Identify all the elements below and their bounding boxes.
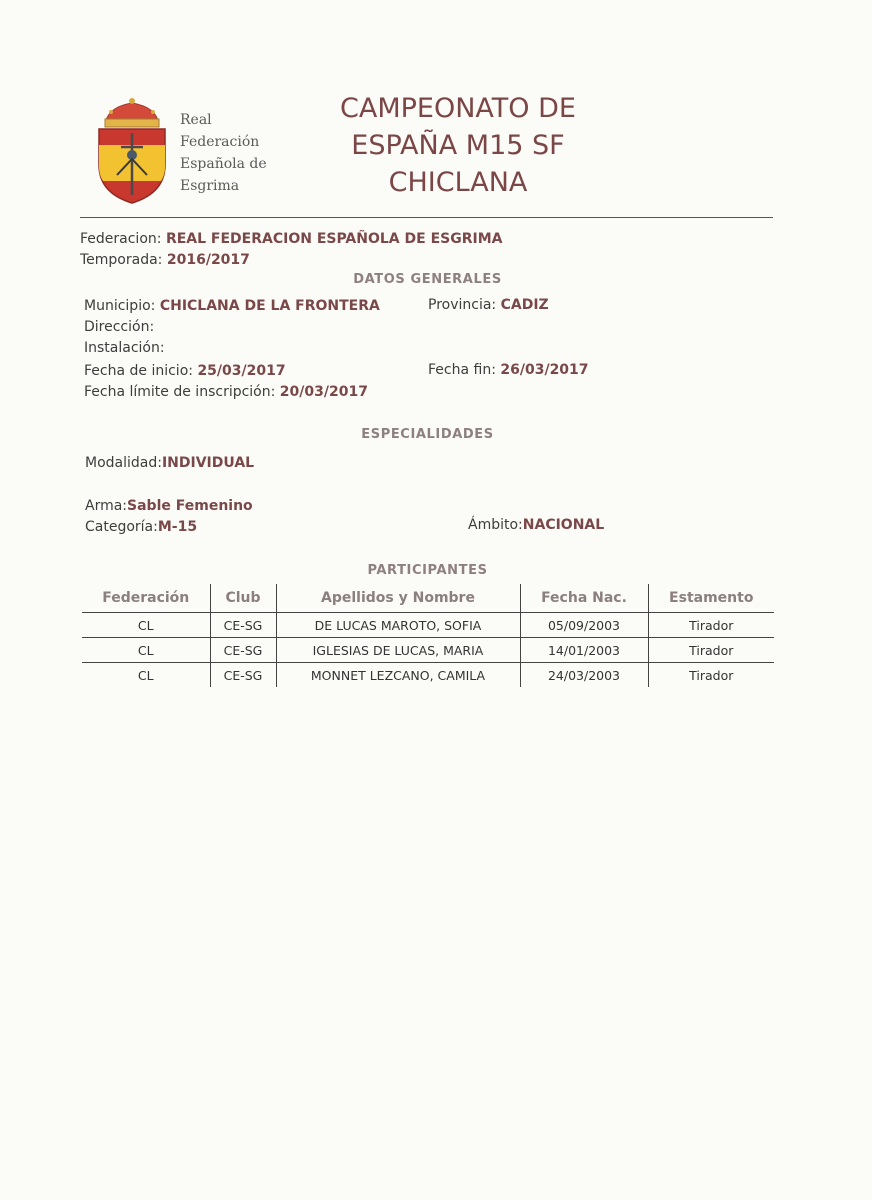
provincia-row [428,297,549,313]
title-line: CHICLANA [388,167,528,198]
column-header: Apellidos y Nombre [276,584,520,613]
cell-federacion: CL [82,613,210,638]
federation-name-line: Española de [180,156,267,172]
fecha-limite-row [84,384,368,400]
column-header: Federación [82,584,210,613]
cell-estamento: Tirador [648,638,774,663]
cell-federacion: CL [137,667,154,683]
ambito-value: NACIONAL [522,517,605,533]
page-title [308,90,608,201]
arma-row [85,498,253,514]
federation-name [180,109,267,197]
cell-estamento: Tirador [648,663,774,688]
table-row [82,638,774,663]
modalidad-label: Modalidad: [85,455,162,471]
cell-nombre: MONNET LEZCANO, CAMILA [276,663,520,688]
cell-fecha-nac: 14/01/2003 [520,638,648,663]
fecha-limite-label: Fecha límite de inscripción: [84,384,276,400]
instalacion-label: Instalación: [84,340,165,356]
column-header: Club [210,584,276,613]
categoria-label: Categoría: [85,519,158,535]
temporada-label: Temporada: [80,252,163,268]
fecha-inicio-row [84,363,286,379]
cell-estamento: Tirador [648,613,774,638]
cell-club: CE-SG [210,613,276,638]
temporada-value: 2016/2017 [166,252,250,268]
column-header: Fecha Nac. [520,584,648,613]
title-line: ESPAÑA M15 SF [351,130,565,161]
participantes-heading: PARTICIPANTES [367,563,488,578]
table-row [82,613,774,638]
modalidad-row [85,455,254,471]
cell-federacion: CL [82,638,210,663]
title-line: CAMPEONATO DE [340,93,576,124]
federacion-label: Federacion: [80,231,162,247]
coat-of-arms-icon [95,95,169,205]
cell-nombre: IGLESIAS DE LUCAS, MARIA [276,638,520,663]
ambito-label: Ámbito: [468,517,523,533]
ambito-row [468,517,604,533]
fecha-inicio-value: 25/03/2017 [197,363,286,379]
provincia-value: CADIZ [500,297,549,313]
municipio-value: CHICLANA DE LA FRONTERA [159,298,380,314]
categoria-row [85,519,197,535]
federacion-row [80,231,502,247]
cell-fecha-nac: 24/03/2003 [520,663,648,688]
datos-generales-heading: DATOS GENERALES [353,272,502,287]
column-header: Estamento [648,584,774,613]
fecha-limite-value: 20/03/2017 [279,384,368,400]
participants-table [82,584,774,687]
arma-value: Sable Femenino [127,498,253,514]
arma-label: Arma: [85,498,128,514]
temporada-row [80,252,250,268]
fecha-inicio-label: Fecha de inicio: [84,363,193,379]
federation-name-line: Real [180,112,212,128]
federation-name-line: Esgrima [180,178,240,194]
federation-name-line: Federación [180,134,260,150]
table-header-row [82,584,774,613]
provincia-label: Provincia: [428,297,497,313]
municipio-label: Municipio: [84,298,156,314]
cell-fecha-nac: 05/09/2003 [520,613,648,638]
cell-club: CE-SG [210,663,276,688]
fecha-fin-value: 26/03/2017 [500,362,589,378]
table-row [82,663,774,688]
federacion-value: REAL FEDERACION ESPAÑOLA DE ESGRIMA [165,231,503,247]
municipio-row [84,298,380,314]
header-divider [80,217,773,218]
fecha-fin-label: Fecha fin: [428,362,496,378]
fecha-fin-row [428,362,589,378]
direccion-label: Dirección: [84,319,155,335]
cell-club: CE-SG [210,638,276,663]
modalidad-value: INDIVIDUAL [161,455,255,471]
categoria-value: M-15 [157,519,198,535]
especialidades-heading: ESPECIALIDADES [361,427,494,442]
cell-nombre: DE LUCAS MAROTO, SOFIA [276,613,520,638]
